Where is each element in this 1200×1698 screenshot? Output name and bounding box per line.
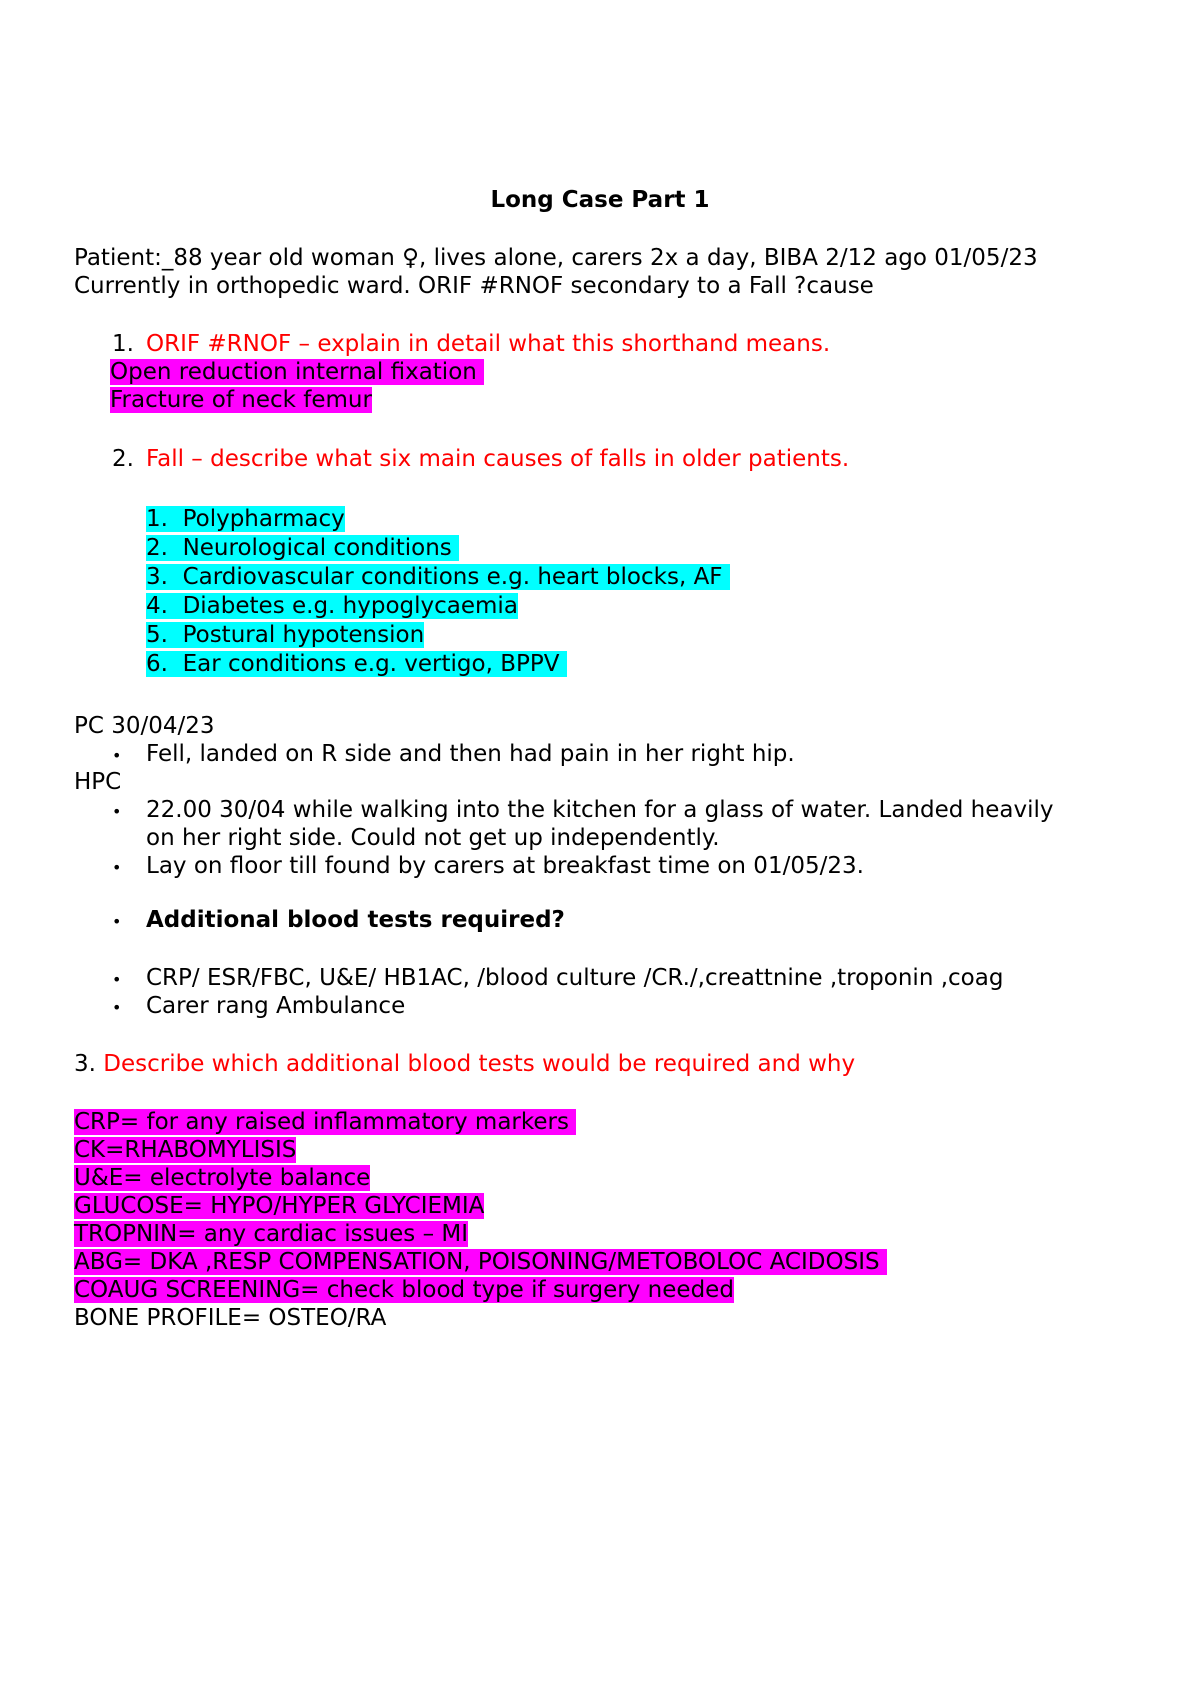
- patient-line-2: Currently in orthopedic ward. ORIF #RNOF secondary to a Fall ?cause: [74, 273, 874, 299]
- hpc-heading: HPC: [74, 769, 122, 795]
- question-2-text: Fall – describe what six main causes of falls in older patients.: [146, 446, 850, 472]
- hpc-bullet-5: Carer rang Ambulance: [146, 993, 406, 1019]
- question-2-number: 2.: [112, 446, 134, 472]
- bullet-icon: •: [112, 858, 122, 877]
- blood-test-answer: TROPNIN= any cardiac issues – MI: [74, 1221, 469, 1247]
- bullet-icon: •: [112, 998, 122, 1017]
- blood-test-answer: COAUG SCREENING= check blood type if surgery needed: [74, 1277, 734, 1303]
- blood-test-answer: U&E= electrolyte balance: [74, 1165, 371, 1191]
- page-title: Long Case Part 1: [490, 187, 710, 213]
- falls-cause-item: 6. Ear conditions e.g. vertigo, BPPV: [146, 651, 567, 677]
- patient-line-1: Patient:_88 year old woman ♀, lives alone, carers 2x a day, BIBA 2/12 ago 01/05/23: [74, 245, 1038, 271]
- bullet-icon: •: [112, 970, 122, 989]
- falls-cause-item: 5. Postural hypotension: [146, 622, 425, 648]
- hpc-bullet-3: Additional blood tests required?: [146, 907, 565, 933]
- pc-bullet-1: Fell, landed on R side and then had pain in her right hip.: [146, 741, 795, 767]
- falls-cause-item: 4. Diabetes e.g. hypoglycaemia: [146, 593, 518, 619]
- answer-1-line-1: Open reduction internal fixation: [110, 359, 485, 385]
- question-3-number: 3.: [74, 1051, 96, 1077]
- falls-cause-item: 1. Polypharmacy: [146, 506, 345, 532]
- hpc-bullet-4: CRP/ ESR/FBC, U&E/ HB1AC, /blood culture /CR./,creattnine ,troponin ,coag: [146, 965, 1004, 991]
- hpc-bullet-1-line-2: on her right side. Could not get up independently.: [146, 825, 720, 851]
- question-3: [74, 1050, 855, 1078]
- blood-test-answer: CK=RHABOMYLISIS: [74, 1137, 297, 1163]
- blood-test-answer: CRP= for any raised inflammatory markers: [74, 1109, 577, 1135]
- bullet-icon: •: [112, 746, 122, 765]
- bullet-icon: •: [112, 802, 122, 821]
- question-1-text: ORIF #RNOF – explain in detail what this shorthand means.: [146, 331, 831, 357]
- hpc-bullet-2: Lay on floor till found by carers at breakfast time on 01/05/23.: [146, 853, 864, 879]
- falls-cause-item: 2. Neurological conditions: [146, 535, 460, 561]
- blood-test-answer-last: BONE PROFILE= OSTEO/RA: [74, 1305, 387, 1331]
- blood-test-answer: GLUCOSE= HYPO/HYPER GLYCIEMIA: [74, 1193, 485, 1219]
- hpc-bullet-1-line-1: 22.00 30/04 while walking into the kitchen for a glass of water. Landed heavily: [146, 797, 1054, 823]
- question-3-text: Describe which additional blood tests would be required and why: [103, 1051, 856, 1077]
- bullet-icon: •: [112, 912, 122, 931]
- pc-heading: PC 30/04/23: [74, 713, 215, 739]
- falls-cause-item: 3. Cardiovascular conditions e.g. heart blocks, AF: [146, 564, 730, 590]
- answer-1-line-2: Fracture of neck femur: [110, 387, 372, 413]
- blood-test-answer: ABG= DKA ,RESP COMPENSATION, POISONING/METOBOLOC ACIDOSIS: [74, 1249, 887, 1275]
- question-1-number: 1.: [112, 331, 134, 357]
